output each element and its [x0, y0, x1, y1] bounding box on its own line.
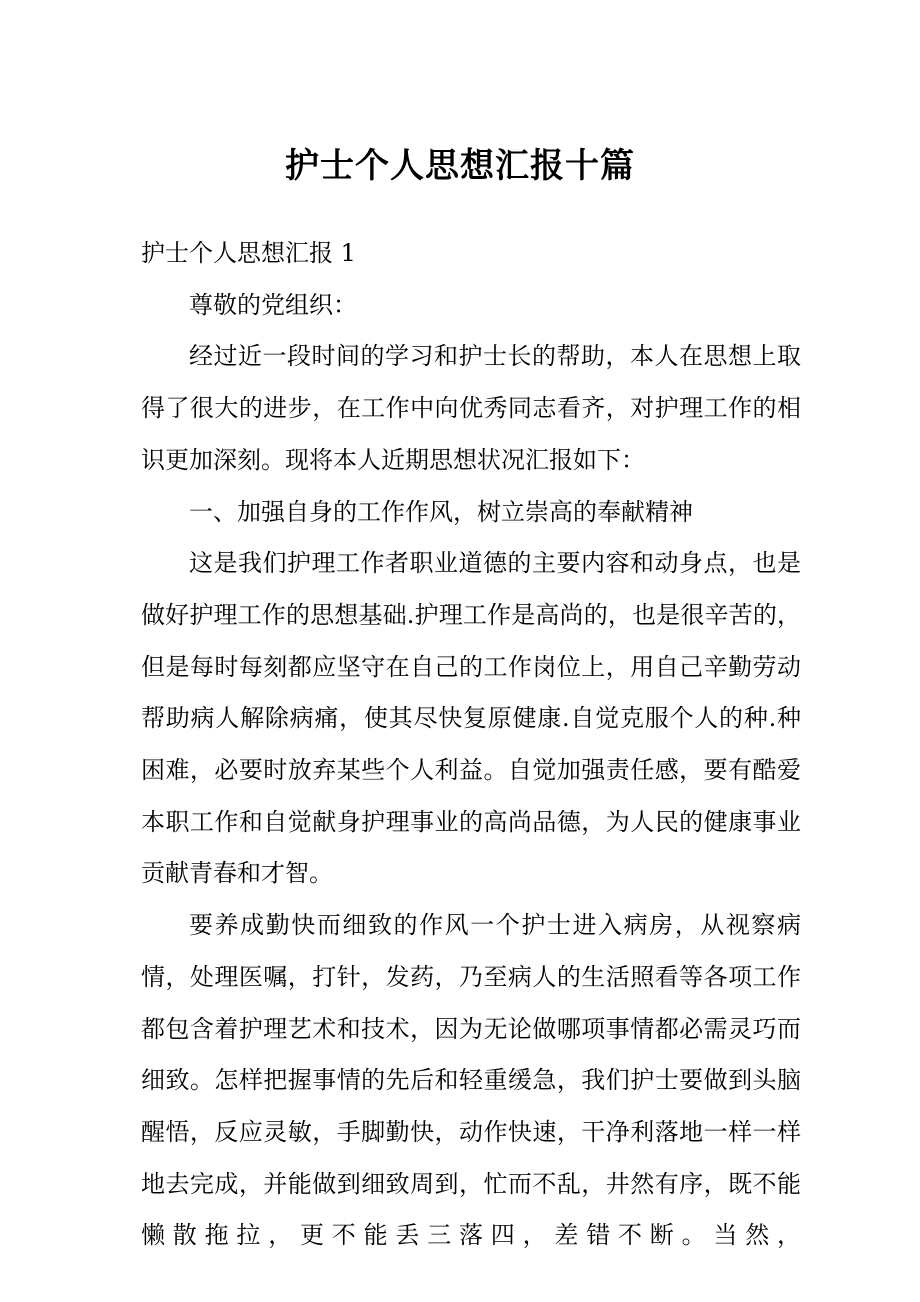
- paragraph-heading-1: 一、加强自身的工作作风，树立崇高的奉献精神: [189, 497, 693, 526]
- paragraph-work-style: 要养成勤快而细致的作风一个护士进入病房，从视察病情，处理医嘱，打针，发药，乃至病人的生活照看等各项工作都包含着护理艺术和技术，因为无论做哪项事情都必需灵巧而细致。怎样把握事情的先后和轻重缓急，我们护士要做到头脑醒悟，反应灵敏，手脚勤快，动作快速，干净利落地一样一样地去完成，并能做到细致周到，忙而不乱，井然有序，既不能懒散拖拉，更不能丢三落四，差错不断。当然，: [141, 911, 801, 1250]
- section-heading: 护士个人思想汇报 1: [141, 239, 356, 267]
- salutation: 尊敬的党组织：: [189, 290, 357, 319]
- paragraph-intro: 经过近一段时间的学习和护士长的帮助，本人在思想上取得了很大的进步，在工作中向优秀同志看齐，对护理工作的相识更加深刻。现将本人近期思想状况汇报如下：: [141, 342, 801, 474]
- document-title: 护士个人思想汇报十篇: [285, 146, 635, 186]
- document-body: [141, 228, 801, 1262]
- paragraph-dedication: 这是我们护理工作者职业道德的主要内容和动身点，也是做好护理工作的思想基础.护理工作是高尚的，也是很辛苦的，但是每时每刻都应坚守在自己的工作岗位上，用自己辛勤劳动帮助病人解除病痛，使其尽快复原健康.自觉克服个人的种.种困难，必要时放弃某些个人利益。自觉加强责任感，要有酷爱本职工作和自觉献身护理事业的高尚品德，为人民的健康事业贡献青春和才智。: [141, 549, 801, 888]
